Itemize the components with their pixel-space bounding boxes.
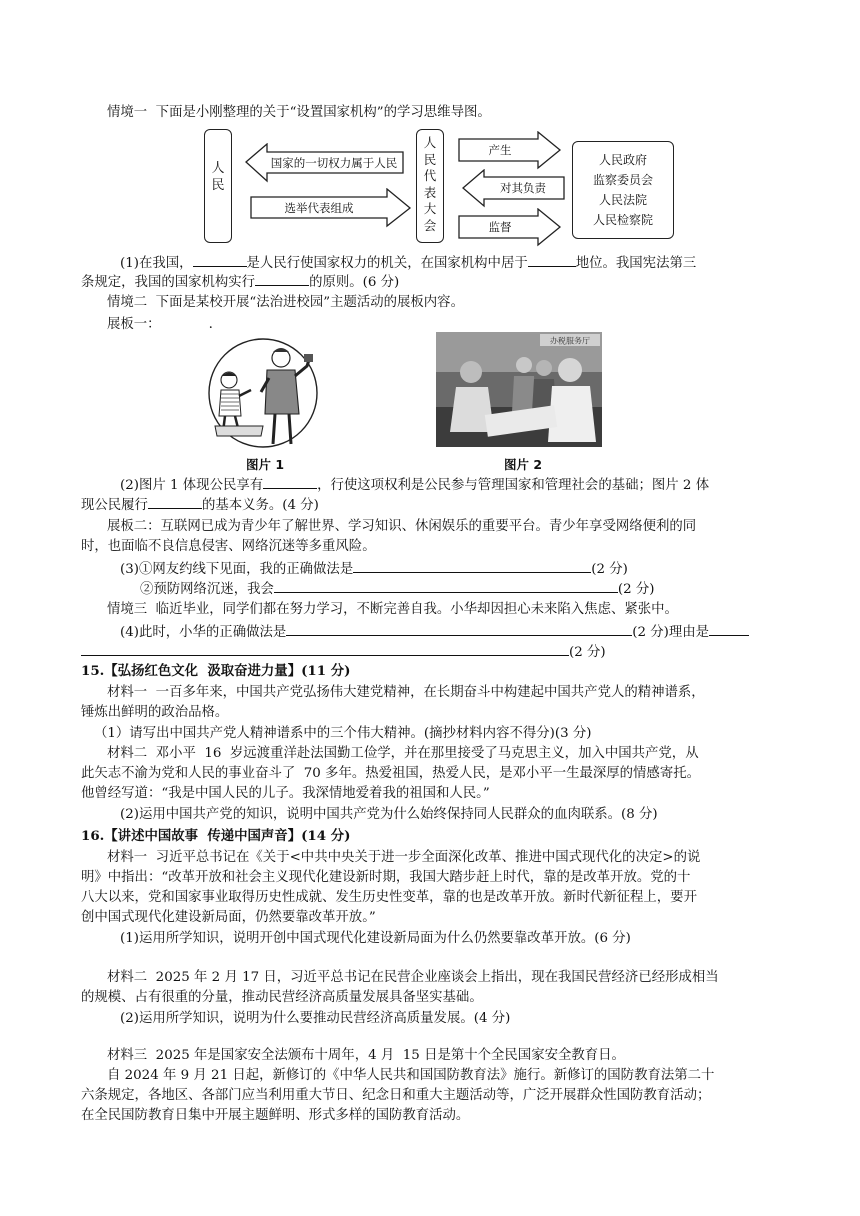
q3a-line: (3)①网友约线下见面，我的正确做法是 (2 分)	[120, 559, 628, 579]
q16-title: 16.【讲述中国故事 传递中国声音】(14 分)	[81, 828, 351, 844]
organ-supervisory: 监察委员会	[592, 173, 653, 187]
q15-material2-line2: 此矢志不渝为党和人民的事业奋斗了 70 多年。热爱祖国，热爱人民，是邓小平一生最深厚的情感寄托。	[81, 766, 700, 781]
answer-blank[interactable]	[193, 253, 247, 267]
answer-blank[interactable]	[286, 622, 632, 636]
q2-line1: (2)图片 1 体现公民享有 ，行使这项权利是公民参与管理国家和管理社会的基础；图片 2 体	[120, 475, 709, 495]
q15-material2-line3: 他曾经写道：“我是中国人民的儿子。我深情地爱着我的祖国和人民。”	[81, 786, 490, 801]
board1-label: 展板一： .	[107, 317, 213, 332]
q3b-line: ②预防网络沉迷，我会 (2 分)	[140, 579, 655, 599]
q16-material2-line1: 材料二 2025 年 2 月 17 日，习近平总书记在民营企业座谈会上指出，现在我国民营经济已经形成相当	[107, 970, 719, 985]
arrow-produce-label: 产生	[488, 143, 512, 157]
scenario3-intro: 情境三 临近毕业，同学们都在努力学习，不断完善自我。小华却因担心未来陷入焦虑、紧张中。	[107, 602, 678, 617]
q16-material1-line3: 八大以来，党和国家事业取得历史性成就、发生历史性变革，靠的也是改革开放。新时代新征程上，要开	[81, 890, 697, 905]
q16-material2-line2: 的规模、占有很重的分量，推动民营经济高质量发展具备坚实基础。	[81, 990, 483, 1005]
q4-line1: (4)此时，小华的正确做法是 (2 分)理由是	[120, 622, 749, 642]
picture-2-photo	[436, 332, 602, 447]
arrow-supervise-label: 监督	[488, 220, 512, 234]
q15-sub2: (2)运用中国共产党的知识，说明中国共产党为什么始终保持同人民群众的血肉联系。(8 分)	[120, 807, 658, 822]
picture-1-caption: 图片 1	[246, 457, 285, 472]
scenario2-intro: 情境二 下面是某校开展“法治进校园”主题活动的展板内容。	[107, 295, 464, 310]
organ-government: 人民政府	[598, 153, 647, 167]
board2-line2: 时，也面临不良信息侵害、网络沉迷等多重风险。	[81, 539, 376, 554]
answer-blank[interactable]	[148, 495, 202, 509]
picture-1-cartoon	[203, 336, 323, 451]
people-box	[204, 129, 232, 243]
arrow-top-label: 国家的一切权力属于人民	[270, 156, 398, 170]
arrow-responsible-label: 对其负责	[500, 181, 546, 195]
q16-material3-line1: 材料三 2025 年是国家安全法颁布十周年，4 月 15 日是第十个全民国家安全教育日。	[107, 1048, 625, 1063]
answer-blank[interactable]	[353, 559, 591, 573]
answer-blank[interactable]	[528, 253, 576, 267]
q4-line2: (2 分)	[81, 642, 606, 662]
q1-line1: (1)在我国， 是人民行使国家权力的机关，在国家机构中居于 地位。我国宪法第三	[120, 253, 696, 273]
npc-box-label: 人 民 代 表 大 会	[423, 135, 437, 233]
answer-blank[interactable]	[709, 622, 749, 636]
state-organs-box	[572, 141, 674, 239]
q16-sub1: (1)运用所学知识，说明开创中国式现代化建设新局面为什么仍然要靠改革开放。(6 分)	[120, 931, 631, 946]
q15-material2-line1: 材料二 邓小平 16 岁远渡重洋赴法国勤工俭学，并在那里接受了马克思主义，加入中国共产党，从	[107, 746, 699, 761]
q2-line2: 现公民履行 的基本义务。(4 分)	[81, 495, 319, 515]
board2-line1: 展板二：互联网已成为青少年了解世界、学习知识、休闲娱乐的重要平台。青少年享受网络便利的同	[107, 519, 697, 534]
q16-material1-line1: 材料一 习近平总书记在《关于<中共中央关于进一步全面深化改革、推进中国式现代化的决定>的说	[107, 850, 701, 865]
q16-material3-line3: 六条规定，各地区、各部门应当利用重大节日、纪念日和重大主题活动等，广泛开展群众性国防教育活动；	[81, 1088, 711, 1103]
q16-sub2: (2)运用所学知识，说明为什么要推动民营经济高质量发展。(4 分)	[120, 1011, 511, 1026]
organ-procuratorate: 人民检察院	[592, 213, 653, 227]
arrow-bottom-label: 选举代表组成	[284, 201, 354, 215]
q16-material1-line4: 创中国式现代化建设新局面，仍然要靠改革开放。”	[81, 910, 376, 925]
q1-line2: 条规定，我国的国家机构实行 的原则。(6 分)	[81, 272, 399, 292]
q16-material1-line2: 明》中指出：“改革开放和社会主义现代化建设新时期，我国大踏步赶上时代，靠的是改革开放。党的十	[81, 870, 691, 885]
q16-material3-line2: 自 2024 年 9 月 21 日起，新修订的《中华人民共和国国防教育法》施行。新修订的国防教育法第二十	[107, 1068, 715, 1083]
q15-title: 15.【弘扬红色文化 汲取奋进力量】(11 分)	[81, 663, 351, 679]
answer-blank[interactable]	[255, 272, 309, 286]
scenario1-intro: 情境一 下面是小刚整理的关于“设置国家机构”的学习思维导图。	[107, 105, 491, 120]
q16-material3-line4: 在全民国防教育日集中开展主题鲜明、形式多样的国防教育活动。	[81, 1108, 470, 1123]
state-organs-list	[573, 150, 673, 230]
picture-2-caption: 图片 2	[504, 457, 543, 472]
people-box-label: 人民	[211, 161, 225, 193]
answer-blank[interactable]	[263, 475, 317, 489]
answer-blank[interactable]	[274, 579, 618, 593]
answer-blank[interactable]	[81, 642, 569, 656]
photo-sign-text: 办税服务厅	[550, 336, 590, 346]
q15-material1-line2: 锤炼出鲜明的政治品格。	[81, 705, 229, 720]
q15-material1-line1: 材料一 一百多年来，中国共产党弘扬伟大建党精神，在长期奋斗中构建起中国共产党人的精神谱系，	[107, 685, 705, 700]
npc-box	[416, 129, 444, 243]
organ-court: 人民法院	[598, 193, 647, 207]
q15-sub1: （1）请写出中国共产党人精神谱系中的三个伟大精神。(摘抄材料内容不得分)(3 分)	[94, 726, 592, 741]
